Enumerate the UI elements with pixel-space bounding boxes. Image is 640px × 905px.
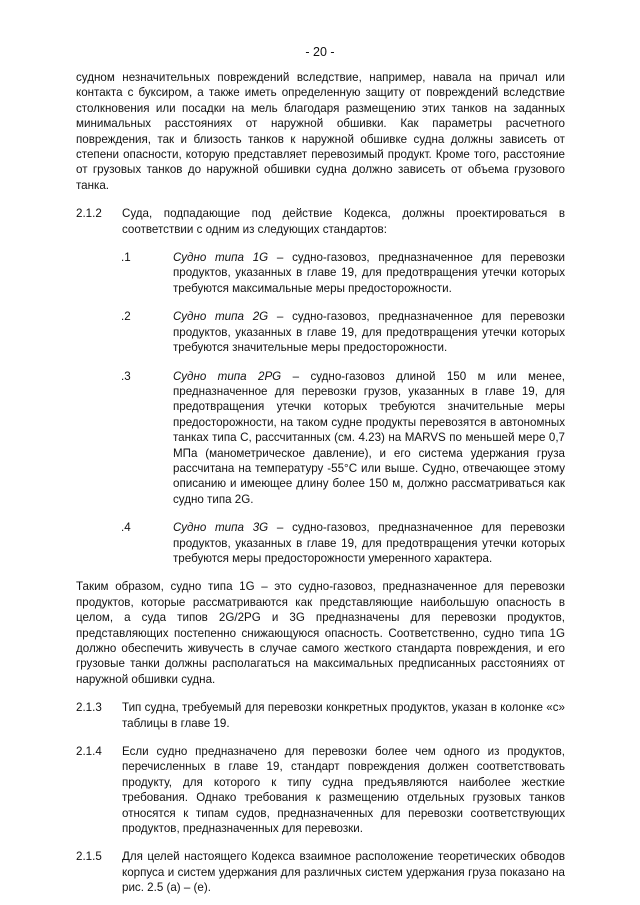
section-text: Для целей настоящего Кодекса взаимное расположение теоретических обводов корпуса и систем удержания для различных систем удержания груза показано на рис. 2.5 (a) – (e). bbox=[122, 850, 565, 895]
item-number: .1 bbox=[121, 251, 131, 265]
section-text: Тип судна, требуемый для перевозки конкретных продуктов, указан в колонке «с» таблицы в главе 19. bbox=[122, 701, 565, 730]
section-number: 2.1.3 bbox=[76, 701, 102, 715]
section-number: 2.1.5 bbox=[76, 850, 102, 864]
page-number: - 20 - bbox=[305, 45, 335, 59]
section-number: 2.1.2 bbox=[76, 207, 102, 221]
list-item bbox=[76, 520, 565, 566]
section-2-1-4 bbox=[76, 744, 565, 836]
item-text: – судно-газовоз, предназначенное для перевозки продуктов, указанных в главе 19, для предотвращения утечки которых требуются меры предосторожности умеренного характера. bbox=[173, 521, 565, 565]
section-text: Если судно предназначено для перевозки более чем одного из продуктов, перечисленных в главе 19, стандарт повреждения должен соответствовать продукту, для которого к типу судна предъявляются наиболее жесткие требования. Однако требования к размещению отдельных грузовых танков относятся к типам судов, предназначенных для перевозки соответствующих продуктов, предназначенных для перевозки. bbox=[122, 745, 565, 836]
list-item bbox=[76, 250, 565, 296]
item-text: – судно-газовоз, предназначенное для перевозки продуктов, указанных в главе 19, для предотвращения утечки которых требуются значительные меры предосторожности. bbox=[173, 310, 565, 355]
list-item bbox=[76, 309, 565, 355]
section-2-1-3 bbox=[76, 700, 565, 731]
section-2-1-5 bbox=[76, 849, 565, 895]
section-number: 2.1.4 bbox=[76, 745, 102, 759]
item-number: .2 bbox=[121, 310, 131, 324]
item-term: Судно типа 2G bbox=[173, 310, 269, 324]
item-term: Судно типа 2PG bbox=[173, 369, 282, 383]
intro-paragraph: судном незначительных повреждений вследствие, например, навала на причал или контакта с буксиром, а также иметь определенную защиту от повреждений вследствие столкновения или посадки на мель благодаря размещению этих танков на заданных минимальных расстояниях от наружной обшивки. Как параметры расчетного повреждения, так и близость танков к наружной обшивке судна должны зависеть от степени опасности, которую представляет перевозимый продукт. Кроме того, расстояние от грузовых танков до наружной обшивки судна должно зависеть от объема грузового танка. bbox=[76, 71, 565, 192]
item-number: .3 bbox=[121, 369, 131, 383]
section-text: Суда, подпадающие под действие Кодекса, должны проектироваться в соответствии с одним из следующих стандартов: bbox=[122, 207, 565, 236]
document-body bbox=[76, 70, 565, 896]
list-item bbox=[76, 369, 565, 508]
item-term: Судно типа 1G bbox=[173, 251, 269, 265]
item-text: – судно-газовоз длиной 150 м или менее, предназначенное для перевозки грузов, указанных в главе 19, для предотвращения утечки которых требуются значительные меры предосторожности, на таком судне продукты перевозятся в автономных танках типа С, рассчитанных (см. 4.23) на MARVS по меньшей мере 0,7 МПа (манометрическое давление), и его система удержания груза рассчитана на температуру -55°С или выше. Судно, отвечающее этому описанию и имеющее длину более 150 м, должно рассматриваться как судно типа 2G. bbox=[173, 369, 565, 506]
summary-paragraph: Таким образом, судно типа 1G – это судно-газовоз, предназначенное для перевозки продуктов, которые рассматриваются как представляющие наибольшую опасность в целом, а суда типов 2G/2PG и 3G предназначены для перевозки продуктов, представляющих постепенно снижающуюся опасность. Соответственно, судно типа 1G должно обеспечить живучесть в случае самого жесткого стандарта повреждения, и его грузовые танки должны располагаться на максимальных предписанных расстояниях от наружной обшивки судна. bbox=[76, 580, 565, 686]
section-2-1-2 bbox=[76, 206, 565, 237]
item-term: Судно типа 3G bbox=[173, 521, 269, 535]
item-number: .4 bbox=[121, 521, 131, 535]
item-text: – судно-газовоз, предназначенное для перевозки продуктов, указанных в главе 19, для предотвращения утечки которых требуются максимальные меры предосторожности. bbox=[173, 251, 565, 295]
